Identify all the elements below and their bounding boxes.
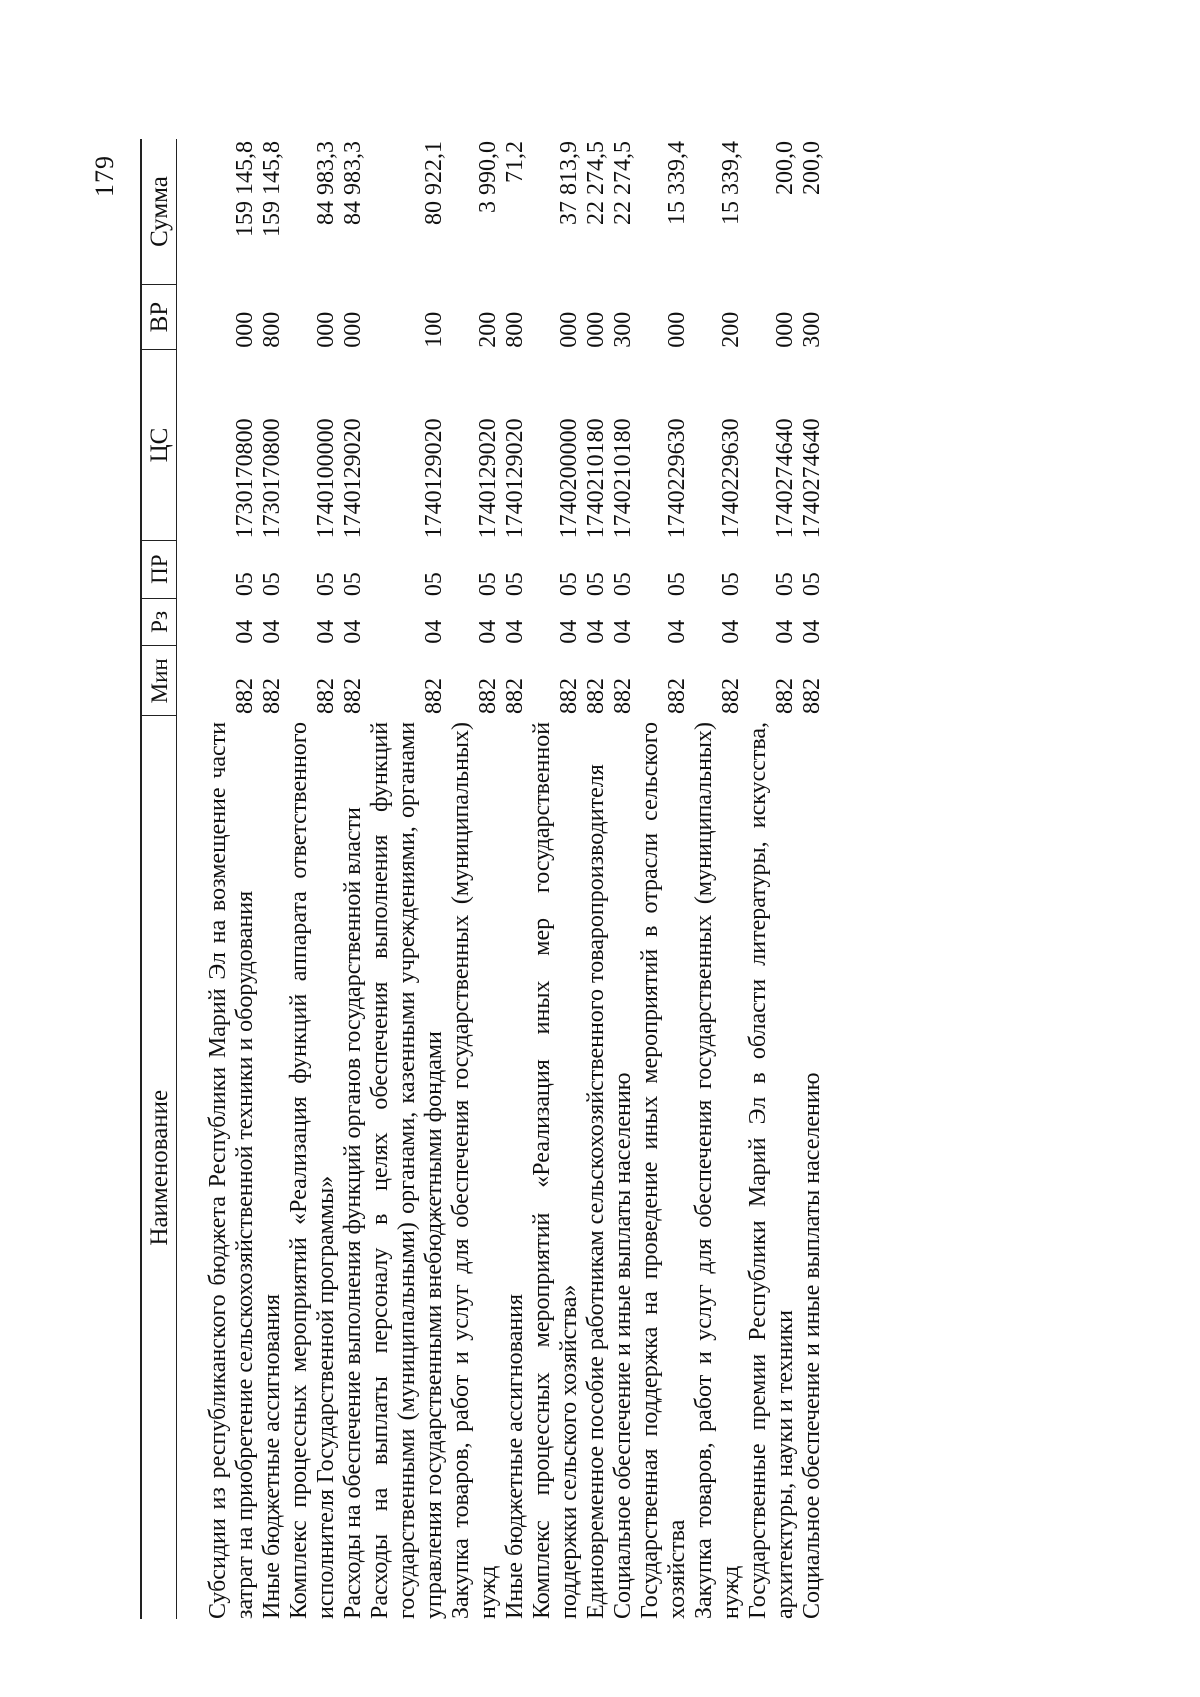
row-sum: 71,2 xyxy=(502,141,528,183)
row-cs: 1740229630 xyxy=(718,418,744,539)
header-sum: Сумма xyxy=(141,139,177,285)
row-min: 882 xyxy=(718,677,744,714)
table-row xyxy=(637,139,691,1619)
row-name: Расходы на выплаты персоналу в целях обеспечения выполнения функций государственными (муниципальными) органами, казенными учреждениями, органами управления государственными внебюджетными фондами xyxy=(367,721,447,1619)
row-min: 882 xyxy=(664,677,690,714)
row-pr: 05 xyxy=(799,572,825,597)
row-min: 882 xyxy=(772,677,798,714)
table-header xyxy=(141,139,177,1619)
row-min: 882 xyxy=(556,677,582,714)
row-min: 882 xyxy=(799,677,825,714)
row-pr: 05 xyxy=(610,572,636,597)
row-vr: 800 xyxy=(502,311,528,348)
page-number: 179 xyxy=(90,155,119,197)
row-name: Комплекс процессных мероприятий «Реализация функций аппарата ответственного исполнителя Государственной программы» xyxy=(286,721,339,1619)
table-row xyxy=(177,139,260,1619)
row-sum: 22 274,5 xyxy=(583,141,609,225)
row-min: 882 xyxy=(421,677,447,714)
row-pr: 05 xyxy=(421,572,447,597)
row-min: 882 xyxy=(259,677,285,714)
row-sum: 15 339,4 xyxy=(718,141,744,225)
row-min: 882 xyxy=(475,677,501,714)
row-cs: 1740200000 xyxy=(556,418,582,539)
table-row xyxy=(259,139,286,1619)
row-rz: 04 xyxy=(556,619,582,644)
table-row xyxy=(529,139,583,1619)
row-rz: 04 xyxy=(583,619,609,644)
header-name: Наименование xyxy=(141,716,177,1619)
row-rz: 04 xyxy=(232,619,258,644)
row-cs: 1730170800 xyxy=(232,418,258,539)
row-pr: 05 xyxy=(475,572,501,597)
row-name: Социальное обеспечение и иные выплаты населению xyxy=(610,1072,636,1619)
row-name: Субсидии из республиканского бюджета Республики Марий Эл на возмещение части затрат на приобретение сельскохозяйственной техники и оборудования xyxy=(205,721,258,1619)
row-rz: 04 xyxy=(313,619,339,644)
row-pr: 05 xyxy=(313,572,339,597)
row-sum: 15 339,4 xyxy=(664,141,690,225)
row-pr: 05 xyxy=(664,572,690,597)
row-vr: 200 xyxy=(475,311,501,348)
header-pr: ПР xyxy=(141,540,177,598)
row-cs: 1740274640 xyxy=(799,418,825,539)
row-rz: 04 xyxy=(664,619,690,644)
row-vr: 000 xyxy=(556,311,582,348)
row-vr: 000 xyxy=(583,311,609,348)
row-sum: 200,0 xyxy=(799,141,825,195)
row-pr: 05 xyxy=(340,572,366,597)
row-sum: 3 990,0 xyxy=(475,141,501,213)
row-cs: 1740274640 xyxy=(772,418,798,539)
row-cs: 1740129020 xyxy=(502,418,528,539)
row-name: Комплекс процессных мероприятий «Реализация иных мер государственной поддержки сельского хозяйства» xyxy=(529,721,582,1619)
table-row xyxy=(610,139,637,1619)
row-pr: 05 xyxy=(502,572,528,597)
table-row xyxy=(367,139,448,1619)
header-rz: Рз xyxy=(141,598,177,646)
row-pr: 05 xyxy=(583,572,609,597)
row-cs: 1740129020 xyxy=(475,418,501,539)
row-sum: 37 813,9 xyxy=(556,141,582,225)
table-row xyxy=(745,139,799,1619)
row-sum: 200,0 xyxy=(772,141,798,195)
row-name: Государственная поддержка на проведение иных мероприятий в отрасли сельского хозяйства xyxy=(637,721,690,1619)
row-cs: 1740210180 xyxy=(583,418,609,539)
row-min: 882 xyxy=(610,677,636,714)
row-name: Закупка товаров, работ и услуг для обеспечения государственных (муниципальных) нужд xyxy=(448,721,501,1619)
row-vr: 800 xyxy=(259,311,285,348)
row-min: 882 xyxy=(583,677,609,714)
table-row xyxy=(286,139,340,1619)
header-vr: ВР xyxy=(141,285,177,350)
row-cs: 1740129020 xyxy=(340,418,366,539)
row-cs: 1740229630 xyxy=(664,418,690,539)
table-row xyxy=(448,139,502,1619)
row-cs: 1740129020 xyxy=(421,418,447,539)
row-sum: 84 983,3 xyxy=(340,141,366,225)
row-name: Единовременное пособие работникам сельскохозяйственного товаропроизводителя xyxy=(583,764,609,1619)
row-vr: 000 xyxy=(232,311,258,348)
row-min: 882 xyxy=(502,677,528,714)
row-name: Расходы на обеспечение выполнения функций органов государственной власти xyxy=(340,807,366,1619)
row-pr: 05 xyxy=(772,572,798,597)
table-row xyxy=(799,139,826,1619)
row-vr: 000 xyxy=(772,311,798,348)
row-rz: 04 xyxy=(799,619,825,644)
table-row xyxy=(340,139,367,1619)
row-rz: 04 xyxy=(475,619,501,644)
row-name: Социальное обеспечение и иные выплаты населению xyxy=(799,1072,825,1619)
row-name: Иные бюджетные ассигнования xyxy=(259,1294,285,1619)
table-row xyxy=(583,139,610,1619)
row-vr: 300 xyxy=(799,311,825,348)
row-min: 882 xyxy=(340,677,366,714)
row-vr: 300 xyxy=(610,311,636,348)
row-pr: 05 xyxy=(718,572,744,597)
row-pr: 05 xyxy=(232,572,258,597)
row-name: Закупка товаров, работ и услуг для обеспечения государственных (муниципальных) нужд xyxy=(691,721,744,1619)
row-vr: 000 xyxy=(664,311,690,348)
row-pr: 05 xyxy=(556,572,582,597)
table-row xyxy=(502,139,529,1619)
row-rz: 04 xyxy=(772,619,798,644)
row-sum: 84 983,3 xyxy=(313,141,339,225)
row-rz: 04 xyxy=(421,619,447,644)
row-sum: 159 145,8 xyxy=(232,141,258,237)
budget-table xyxy=(140,139,826,1619)
row-min: 882 xyxy=(313,677,339,714)
row-rz: 04 xyxy=(502,619,528,644)
table-row xyxy=(691,139,745,1619)
row-rz: 04 xyxy=(259,619,285,644)
row-sum: 159 145,8 xyxy=(259,141,285,237)
row-cs: 1740100000 xyxy=(313,418,339,539)
row-rz: 04 xyxy=(340,619,366,644)
row-min: 882 xyxy=(232,677,258,714)
row-pr: 05 xyxy=(259,572,285,597)
header-cs: ЦС xyxy=(141,350,177,541)
row-name: Государственные премии Республики Марий Эл в области литературы, искусства, архитектуры, науки и техники xyxy=(745,721,798,1619)
row-cs: 1740210180 xyxy=(610,418,636,539)
row-rz: 04 xyxy=(610,619,636,644)
row-vr: 100 xyxy=(421,311,447,348)
row-vr: 200 xyxy=(718,311,744,348)
row-sum: 80 922,1 xyxy=(421,141,447,225)
row-rz: 04 xyxy=(718,619,744,644)
row-sum: 22 274,5 xyxy=(610,141,636,225)
row-vr: 000 xyxy=(340,311,366,348)
header-min: Мин xyxy=(141,646,177,716)
row-cs: 1730170800 xyxy=(259,418,285,539)
row-name: Иные бюджетные ассигнования xyxy=(502,1294,528,1619)
row-vr: 000 xyxy=(313,311,339,348)
